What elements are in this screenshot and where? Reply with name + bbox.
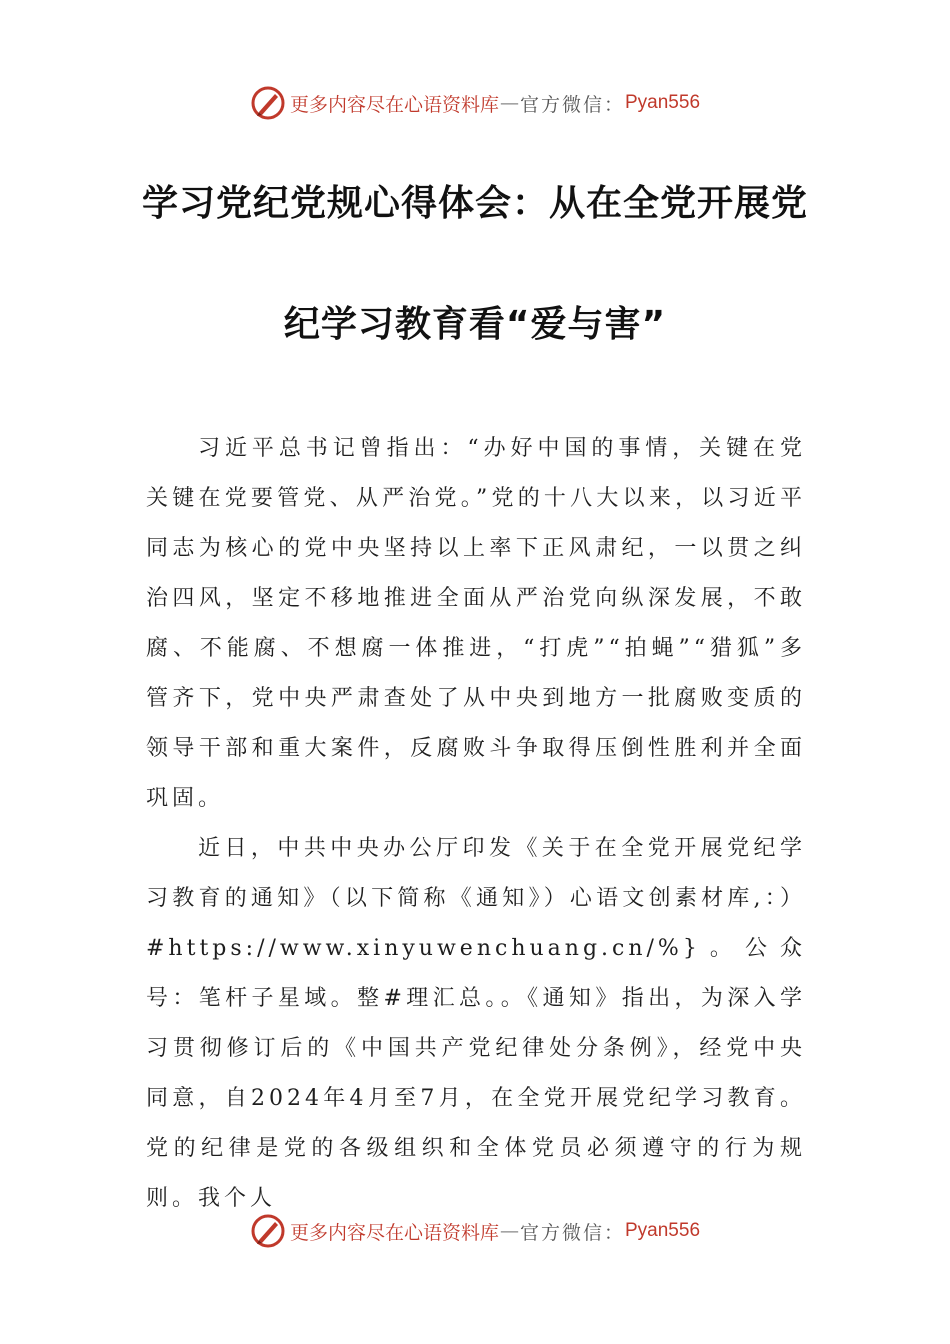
banner-site-text: 更多内容尽在心语资料库	[289, 93, 499, 116]
banner-wechat-label: 官方微信：	[519, 93, 625, 116]
header-watermark-banner	[0, 83, 950, 123]
document-title-line-1: 学习党纪党规心得体会：从在全党开展党	[141, 183, 808, 224]
banner-separator: —	[499, 1220, 519, 1242]
pen-logo-icon	[250, 1213, 286, 1249]
paragraph-2: 近日，中共中央办公厅印发《关于在全党开展党纪学习教育的通知》（以下简称《通知》）心语文创素材库,：）#https://www.xinyuwenchuang.cn/%}。公众号：笔杆子星域。整#理汇总。。《通知》指出，为深入学习贯彻修订后的《中国共产党纪律处分条例》，经党中央同意，自2024年4月至7月，在全党开展党纪学习教育。党的纪律是党的各级组织和全体党员必须遵守的行为规则。我个人	[146, 836, 806, 1211]
banner-wechat-label: 官方微信：	[519, 1221, 625, 1244]
banner-separator: —	[499, 92, 519, 114]
pen-logo-icon	[250, 85, 286, 121]
banner-wechat-id: Pyan556	[625, 92, 701, 113]
document-body	[146, 424, 806, 1224]
banner-wechat-id: Pyan556	[625, 1220, 701, 1241]
paragraph-1: 习近平总书记曾指出：“办好中国的事情，关键在党关键在党要管党、从严治党。”党的十八大以来，以习近平同志为核心的党中央坚持以上率下正风肃纪，一以贯之纠治四风，坚定不移地推进全面从严治党向纵深发展，不敢腐、不能腐、不想腐一体推进，“打虎”“拍蝇”“猎狐”多管齐下，党中央严肃查处了从中央到地方一批腐败变质的领导干部和重大案件，反腐败斗争取得压倒性胜利并全面巩固。	[146, 436, 806, 811]
banner-site-text: 更多内容尽在心语资料库	[289, 1221, 499, 1244]
document-title-line-2: 纪学习教育看“爱与害”	[283, 304, 667, 345]
footer-watermark-banner	[0, 1211, 950, 1251]
